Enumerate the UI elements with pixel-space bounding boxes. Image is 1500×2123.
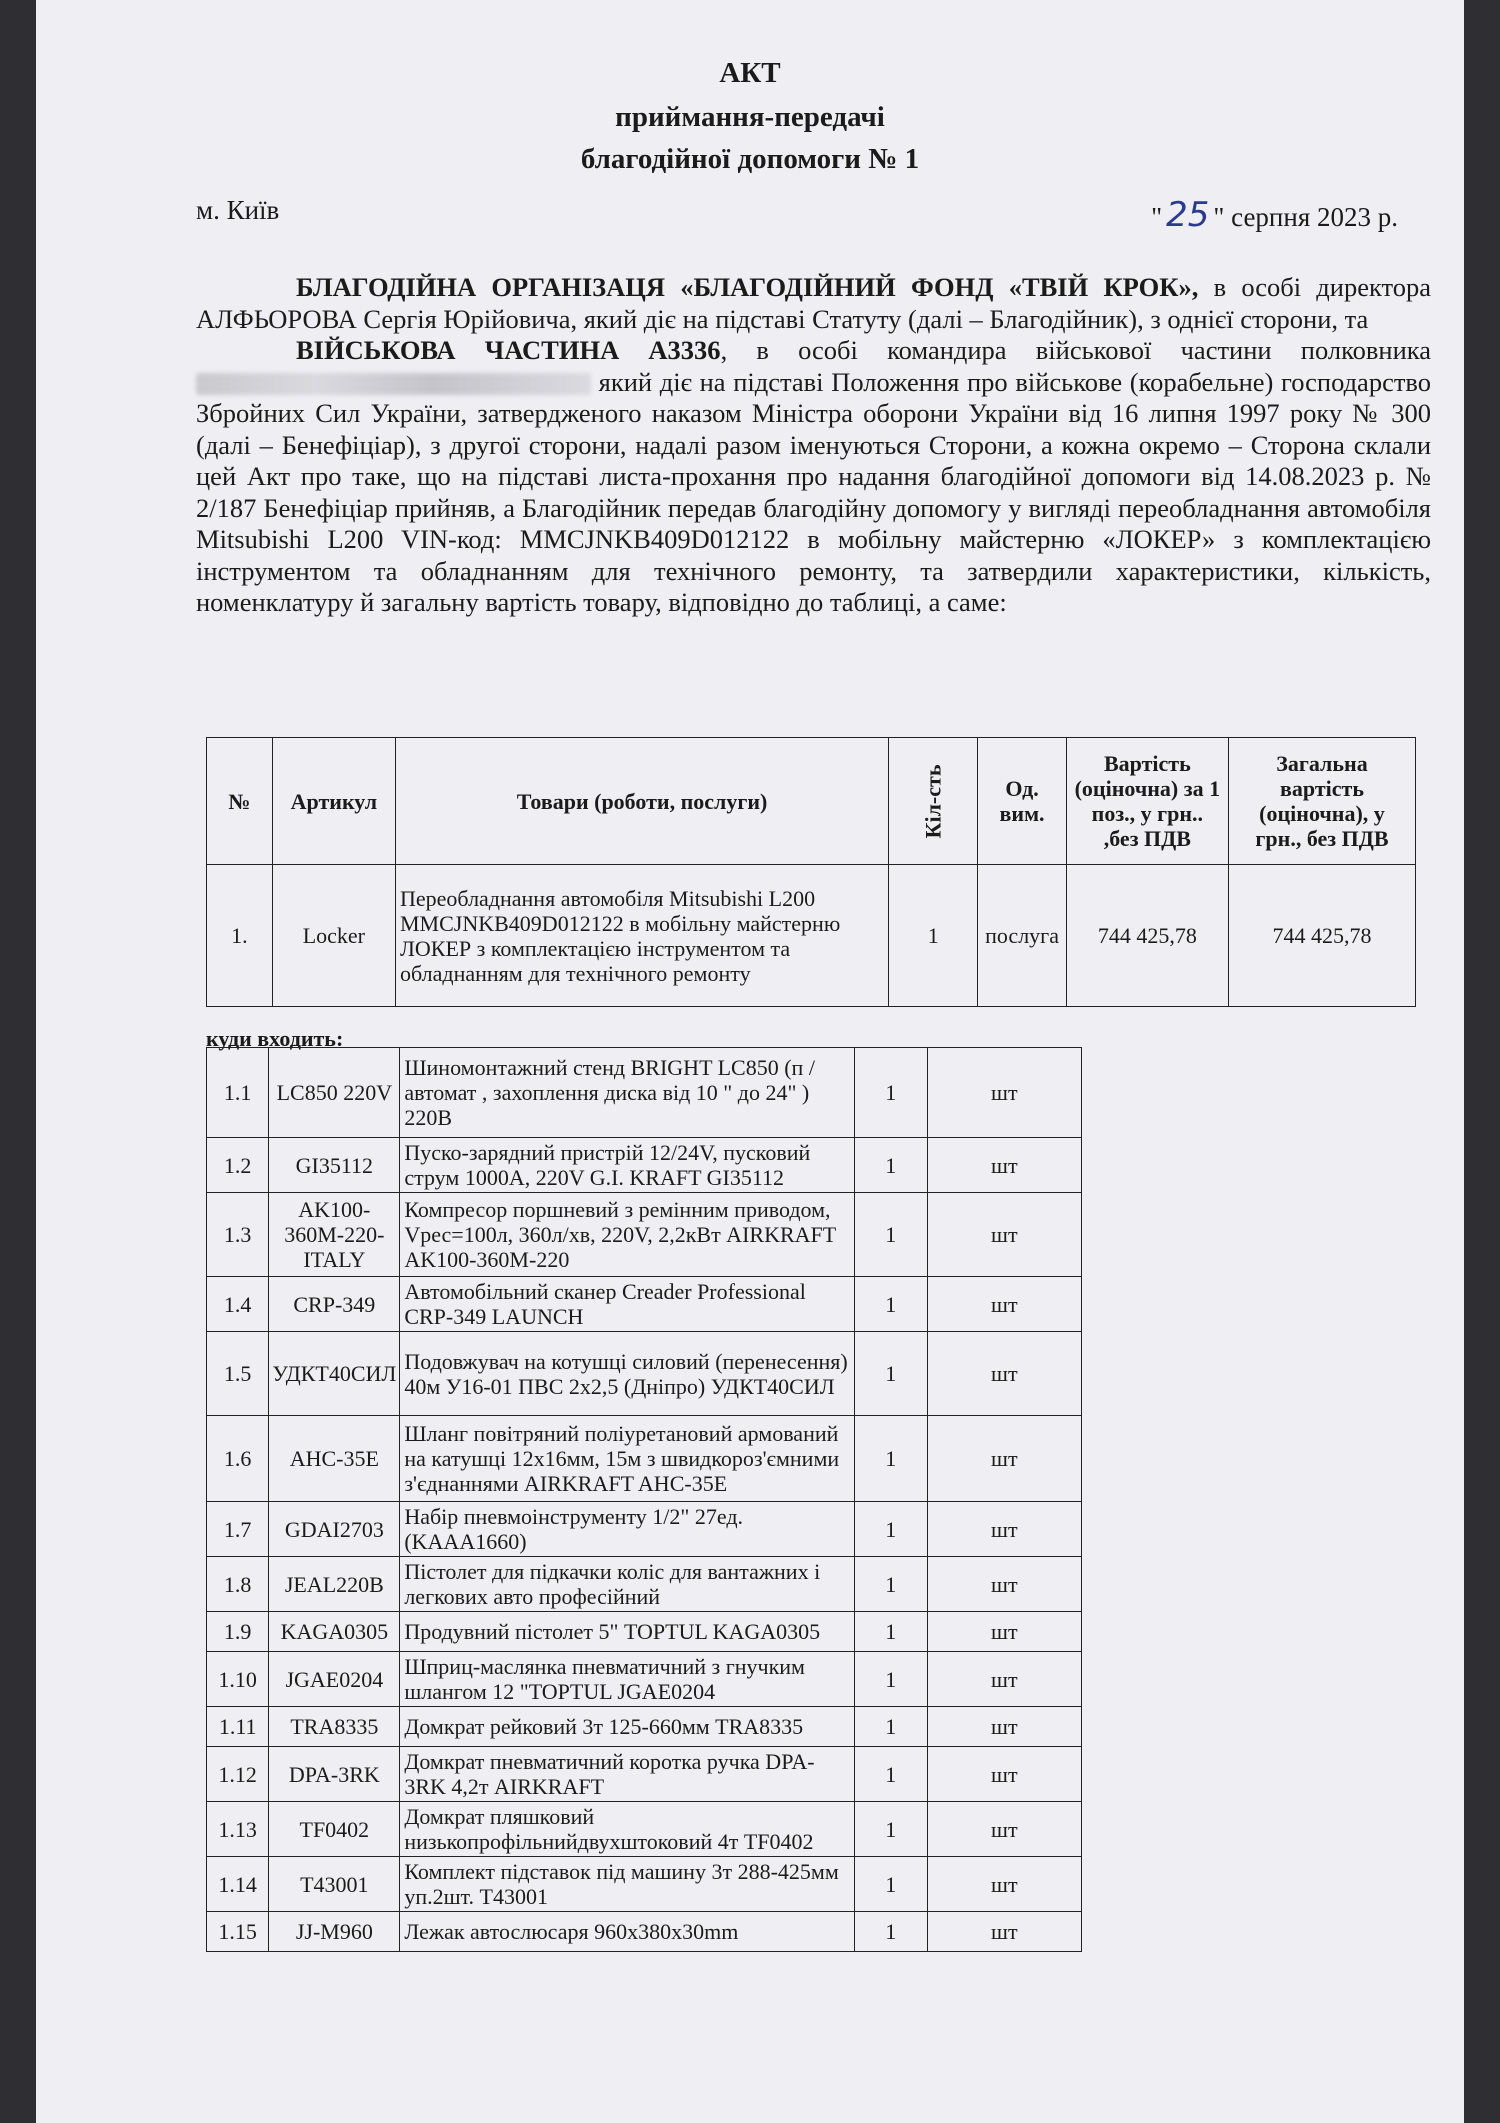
cell-qty: 1	[854, 1557, 927, 1612]
document-page	[36, 0, 1464, 2123]
table-row	[207, 1416, 1082, 1502]
cell-name: Домкрат пневматичний коротка ручка DPA-3RK 4,2т AIRKRAFT	[400, 1747, 855, 1802]
table-row	[207, 865, 1416, 1007]
cell-name: Домкрат пляшковий низькопрофільнийдвухштоковий 4т TF0402	[400, 1802, 855, 1857]
cell-name: Лежак автослюсаря 960х380х30mm	[400, 1912, 855, 1952]
cell-qty: 1	[854, 1332, 927, 1416]
col-header-sku: Артикул	[272, 738, 395, 865]
donor-name: БЛАГОДІЙНА ОРГАНІЗАЦЯ «БЛАГОДІЙНИЙ ФОНД «ТВІЙ КРОК»,	[296, 272, 1199, 302]
document-subtitle-2: благодійної допомоги № 1	[580, 143, 920, 175]
includes-label: куди входить:	[206, 1026, 344, 1051]
cell-unit-price: 744 425,78	[1066, 865, 1228, 1007]
table-row	[207, 1912, 1082, 1952]
document-subtitle: приймання-передачі	[615, 101, 885, 133]
paragraph-beneficiary	[196, 335, 1431, 619]
cell-sku: TF0402	[269, 1802, 400, 1857]
cell-no: 1.3	[207, 1193, 269, 1277]
cell-unit: шт	[927, 1332, 1081, 1416]
cell-qty: 1	[854, 1857, 927, 1912]
cell-unit: шт	[927, 1193, 1081, 1277]
cell-name: Комплект підставок під машину 3т 288-425мм уп.2шт. T43001	[400, 1857, 855, 1912]
col-header-total: Загальна вартість (оціночна), у грн., без ПДВ	[1229, 738, 1416, 865]
table-row	[207, 1138, 1082, 1193]
cell-no: 1.12	[207, 1747, 269, 1802]
cell-qty: 1	[854, 1502, 927, 1557]
col-header-goods: Товари (роботи, послуги)	[396, 738, 889, 865]
cell-sku: GDAI2703	[269, 1502, 400, 1557]
cell-qty: 1	[854, 1707, 927, 1747]
cell-sku: DPA-3RK	[269, 1747, 400, 1802]
table-row	[207, 1277, 1082, 1332]
cell-qty: 1	[854, 1416, 927, 1502]
cell-no: 1.5	[207, 1332, 269, 1416]
donor-text: в особі директора АЛФЬОРОВА Сергія Юрійовича, який діє на підставі Статуту (далі – Благодійник), з однієї сторони, та	[196, 272, 1431, 334]
cell-name: Компресор поршневий з ремінним приводом, Vрес=100л, 360л/хв, 220V, 2,2кВт AIRKRAFT AK100-360M-220	[400, 1193, 855, 1277]
table-row	[207, 1193, 1082, 1277]
cell-sku: T43001	[269, 1857, 400, 1912]
cell-unit: шт	[927, 1612, 1081, 1652]
cell-unit: шт	[927, 1802, 1081, 1857]
cell-qty: 1	[854, 1802, 927, 1857]
cell-no: 1.8	[207, 1557, 269, 1612]
cell-sku: LC850 220V	[269, 1048, 400, 1138]
cell-qty: 1	[854, 1048, 927, 1138]
cell-sku: CRP-349	[269, 1277, 400, 1332]
cell-sku: Locker	[272, 865, 395, 1007]
cell-total: 744 425,78	[1229, 865, 1416, 1007]
cell-name: Пістолет для підкачки коліс для вантажних і легкових авто професійний	[400, 1557, 855, 1612]
cell-unit: шт	[927, 1747, 1081, 1802]
table-row	[207, 1802, 1082, 1857]
cell-unit: шт	[927, 1048, 1081, 1138]
col-header-unit: Од. вим.	[978, 738, 1066, 865]
cell-name: Продувний пістолет 5" TOPTUL KAGA0305	[400, 1612, 855, 1652]
cell-qty: 1	[854, 1912, 927, 1952]
cell-no: 1.15	[207, 1912, 269, 1952]
main-table	[206, 737, 1416, 1007]
cell-qty: 1	[854, 1193, 927, 1277]
cell-no: 1.6	[207, 1416, 269, 1502]
cell-name: Шланг повітряний поліуретановий армований на катушці 12х16мм, 15м з швидкороз'ємними з'єднаннями AIRKRAFT AHC-35E	[400, 1416, 855, 1502]
cell-goods: Переобладнання автомобіля Mitsubishi L200 MMCJNKB409D012122 в мобільну майстерню ЛОКЕР з комплектацією інструментом та обладнанням для технічного ремонту	[396, 865, 889, 1007]
col-header-no: №	[207, 738, 273, 865]
table-row	[207, 1557, 1082, 1612]
cell-unit: шт	[927, 1652, 1081, 1707]
cell-name: Набір пневмоінструменту 1/2" 27ед. (KAAA1660)	[400, 1502, 855, 1557]
paragraph-donor	[196, 272, 1431, 335]
city-label: м. Київ	[196, 195, 280, 225]
items-table	[206, 1047, 1082, 1952]
cell-name: Автомобільний сканер Creader Professional CRP-349 LAUNCH	[400, 1277, 855, 1332]
table-header-row	[207, 738, 1416, 865]
cell-name: Шприц-маслянка пневматичний з гнучким шлангом 12 "TOPTUL JGAE0204	[400, 1652, 855, 1707]
document-date	[1151, 195, 1398, 235]
cell-sku: JGAE0204	[269, 1652, 400, 1707]
cell-unit: шт	[927, 1416, 1081, 1502]
cell-sku: KAGA0305	[269, 1612, 400, 1652]
cell-no: 1.13	[207, 1802, 269, 1857]
cell-unit: шт	[927, 1557, 1081, 1612]
cell-unit: шт	[927, 1277, 1081, 1332]
cell-no: 1.	[207, 865, 273, 1007]
table-row	[207, 1332, 1082, 1416]
cell-no: 1.11	[207, 1707, 269, 1747]
cell-no: 1.9	[207, 1612, 269, 1652]
handwritten-day: 25	[1166, 195, 1210, 235]
cell-no: 1.14	[207, 1857, 269, 1912]
cell-no: 1.2	[207, 1138, 269, 1193]
col-header-unit-price: Вартість (оціночна) за 1 поз., у грн.. ,без ПДВ	[1066, 738, 1228, 865]
cell-name: Подовжувач на котушці силовий (перенесення) 40м У16-01 ПВС 2х2,5 (Дніпро) УДКТ40СИЛ	[400, 1332, 855, 1416]
cell-unit: шт	[927, 1857, 1081, 1912]
table-row	[207, 1502, 1082, 1557]
cell-sku: JEAL220B	[269, 1557, 400, 1612]
act-body	[196, 272, 1431, 619]
cell-unit: шт	[927, 1502, 1081, 1557]
cell-qty: 1	[854, 1138, 927, 1193]
beneficiary-text-a: , в особі командира військової частини полковника	[720, 335, 1431, 365]
cell-no: 1.10	[207, 1652, 269, 1707]
cell-qty: 1	[854, 1612, 927, 1652]
table-row	[207, 1652, 1082, 1707]
cell-unit: шт	[927, 1138, 1081, 1193]
cell-sku: GI35112	[269, 1138, 400, 1193]
cell-name: Пуско-зарядний пристрій 12/24V, пусковий струм 1000А, 220V G.I. KRAFT GI35112	[400, 1138, 855, 1193]
cell-sku: УДКТ40СИЛ	[269, 1332, 400, 1416]
table-row	[207, 1048, 1082, 1138]
cell-unit: шт	[927, 1707, 1081, 1747]
date-open-quote: "	[1151, 202, 1163, 232]
cell-sku: AHC-35E	[269, 1416, 400, 1502]
beneficiary-name: ВІЙСЬКОВА ЧАСТИНА А3336	[296, 335, 721, 365]
cell-sku: AK100-360M-220-ITALY	[269, 1193, 400, 1277]
table-row	[207, 1747, 1082, 1802]
cell-name: Домкрат рейковий 3т 125-660мм TRA8335	[400, 1707, 855, 1747]
cell-unit: шт	[927, 1912, 1081, 1952]
beneficiary-text-b: який діє на підставі Положення про військове (корабельне) господарство Збройних Сил України, затвердженого наказом Міністра оборони України від 16 липня 1997 року № 300 (далі – Бенефіціар), з другої сторони, надалі разом іменуються Сторони, а кожна окремо – Сторона склали цей Акт про таке, що на підставі листа-прохання про надання благодійної допомоги від 14.08.2023 р. № 2/187 Бенефіціар прийняв, а Благодійник передав благодійну допомогу у вигляді переобладнання автомобіля Mitsubishi L200 VIN-код: MMCJNKB409D012122 в мобільну майстерню «ЛОКЕР» з комплектацією інструментом та обладнанням для технічного ремонту, та затвердили характеристики, кількість, номенклатуру й загальну вартість товару, відповідно до таблиці, а саме:	[196, 366, 1431, 617]
redacted-name	[196, 373, 591, 395]
cell-sku: JJ-M960	[269, 1912, 400, 1952]
cell-no: 1.1	[207, 1048, 269, 1138]
cell-qty: 1	[854, 1747, 927, 1802]
cell-name: Шиномонтажний стенд BRIGHT LC850 (п / автомат , захоплення диска від 10 " до 24" ) 220В	[400, 1048, 855, 1138]
table-row	[207, 1857, 1082, 1912]
col-header-qty: Кіл-сть	[889, 738, 978, 865]
table-row	[207, 1707, 1082, 1747]
table-row	[207, 1612, 1082, 1652]
cell-sku: TRA8335	[269, 1707, 400, 1747]
date-rest: " серпня 2023 р.	[1213, 202, 1398, 232]
document-title: АКТ	[719, 57, 781, 89]
cell-unit: послуга	[978, 865, 1066, 1007]
cell-no: 1.4	[207, 1277, 269, 1332]
cell-qty: 1	[854, 1277, 927, 1332]
cell-qty: 1	[854, 1652, 927, 1707]
cell-no: 1.7	[207, 1502, 269, 1557]
cell-qty: 1	[889, 865, 978, 1007]
